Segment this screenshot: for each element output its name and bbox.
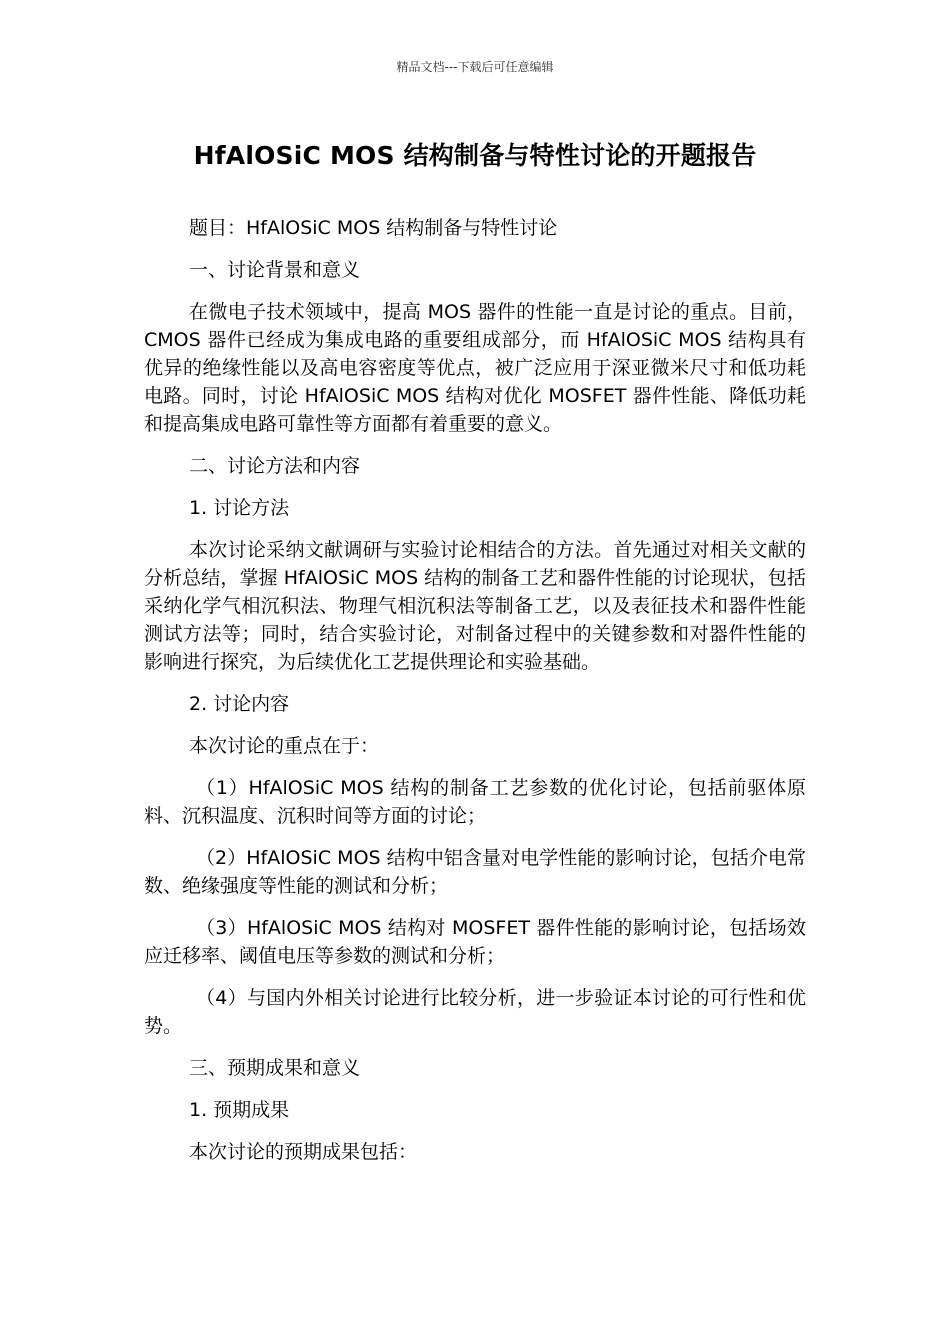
section-heading-background: 一、讨论背景和意义 — [189, 259, 361, 281]
topic-line: 题目：HfAlOSiC MOS 结构制备与特性讨论 — [189, 217, 558, 239]
list-item: （2）HfAlOSiC MOS 结构中铝含量对电学性能的影响讨论，包括介电常数、绝缘强度等性能的测试和分析； — [144, 847, 806, 897]
paragraph-outcomes-intro: 本次讨论的预期成果包括： — [189, 1141, 418, 1163]
list-item: （1）HfAlOSiC MOS 结构的制备工艺参数的优化讨论，包括前驱体原料、沉积温度、沉积时间等方面的讨论； — [144, 777, 806, 827]
subheading-outcomes: 1. 预期成果 — [189, 1099, 290, 1121]
paragraph-background: 在微电子技术领域中，提高 MOS 器件的性能一直是讨论的重点。目前，CMOS 器件已经成为集成电路的重要组成部分，而 HfAlOSiC MOS 结构具有优异的绝缘性能以及高电容密度等优点，被广泛应用于深亚微米尺寸和低功耗电路。同时，讨论 HfAlOSiC MOS 结构对优化 MOSFET 器件性能、降低功耗和提高集成电路可靠性等方面都有着重要的意义。 — [144, 301, 806, 435]
section-heading-outcomes: 三、预期成果和意义 — [189, 1057, 361, 1079]
list-item: （3）HfAlOSiC MOS 结构对 MOSFET 器件性能的影响讨论，包括场效应迁移率、阈值电压等参数的测试和分析； — [144, 917, 806, 967]
subheading-methods: 1. 讨论方法 — [189, 497, 290, 519]
document-body — [144, 214, 806, 1180]
header-note: 精品文档---下载后可任意编辑 — [396, 60, 554, 74]
list-item: （4）与国内外相关讨论进行比较分析，进一步验证本讨论的可行性和优势。 — [144, 987, 806, 1037]
section-heading-methods: 二、讨论方法和内容 — [189, 455, 361, 477]
paragraph-methods: 本次讨论采纳文献调研与实验讨论相结合的方法。首先通过对相关文献的分析总结，掌握 HfAlOSiC MOS 结构的制备工艺和器件性能的讨论现状，包括采纳化学气相沉积法、物理气相沉积法等制备工艺，以及表征技术和器件性能测试方法等；同时，结合实验讨论，对制备过程中的关键参数和对器件性能的影响进行探究，为后续优化工艺提供理论和实验基础。 — [144, 539, 806, 673]
paragraph-content-intro: 本次讨论的重点在于： — [189, 735, 380, 757]
subheading-content: 2. 讨论内容 — [189, 693, 290, 715]
document-title: HfAlOSiC MOS 结构制备与特性讨论的开题报告 — [193, 141, 757, 170]
